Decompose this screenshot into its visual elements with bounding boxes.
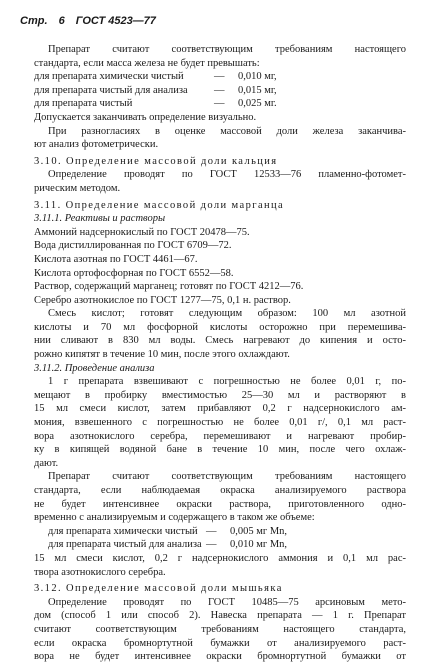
page-header (20, 15, 164, 27)
limit-value: 0,005 мг Mn, (230, 525, 288, 537)
text-line: 1 г препарата взвешивают с погрешностью не более 0,01 г, по- (48, 376, 406, 388)
text-line: ку в кипящей водяной бане в течение 10 мин, после чего охлаж- (34, 444, 406, 456)
text-line: если окраска бромнортутной бумажки от анализируемого раст- (34, 637, 406, 649)
limit-label: для препарата химически чистый (34, 71, 184, 83)
mn-limit-row (34, 538, 406, 552)
subsection-title: 3.11.1. Реактивы и растворы (34, 213, 166, 225)
text-line: Препарат считают соответствующим требованиям настоящего (48, 471, 406, 483)
limit-dash: — (214, 71, 225, 83)
page-label: Стр. (20, 15, 48, 27)
standard-code: ГОСТ 4523—77 (75, 15, 156, 27)
text-line: временно с анализируемым и содержащего в таком же объеме: (34, 512, 315, 524)
text-line: При разногласиях в оценке массовой доли железа заканчива- (48, 125, 406, 137)
limit-dash: — (214, 98, 225, 110)
limit-dash: — (206, 525, 217, 537)
section-title-3-12: 3.12. Определение массовой доли мышьяка (34, 583, 283, 595)
text-line: 15 мл смеси кислот, затем прибавляют 0,2 г надсернокислого ам- (34, 403, 406, 415)
reagent-item: Кислота ортофосфорная по ГОСТ 6552—58. (34, 267, 234, 279)
page-number: 6 (58, 15, 65, 27)
reagent-item: Аммоний надсернокислый по ГОСТ 20478—75. (34, 226, 250, 238)
text-line: мещают в пробирку вместимостью 25—30 мл и растворяют в (34, 389, 406, 401)
text-line: кислоты и 70 мл фосфорной кислоты осторожно при перемешива- (34, 321, 406, 333)
fe-limit-row (34, 84, 406, 98)
text-line: Допускается заканчивать определение визуально. (34, 111, 257, 123)
text-line: твора азотнокислого серебра. (34, 566, 166, 578)
mn-limit-row (34, 525, 406, 539)
section-title-3-11: 3.11. Определение массовой доли марганца (34, 199, 285, 211)
text-line: 15 мл смеси кислот, 0,2 г надсернокислого аммония и 0,1 мл рас- (34, 552, 406, 564)
text-line: дают. (34, 457, 59, 469)
text-line: дом (способ 1 или способ 2). Навеска препарата — 1 г. Препарат (34, 610, 406, 622)
fe-limit-row (34, 97, 406, 111)
text-line: рожно кипятят в течение 10 мин, после этого охлаждают. (34, 349, 290, 361)
text-line: мония, взвешенного с погрешностью не более 0,01 г/, 0,1 мл раст- (34, 417, 406, 429)
text-line: вора не будет интенсивнее окраски бромнортутной бумажки от (34, 651, 406, 663)
subsection-title: 3.11.2. Проведение анализа (34, 362, 155, 374)
limit-dash: — (214, 84, 225, 96)
text-line: Определение проводят по ГОСТ 12533—76 пламенно-фотомет- (48, 169, 406, 181)
reagent-item: Кислота азотная по ГОСТ 4461—67. (34, 253, 198, 265)
reagent-item: Серебро азотнокислое по ГОСТ 1277—75, 0,1 н. раствор. (34, 294, 291, 306)
reagent-item: Раствор, содержащий марганец; готовят по ГОСТ 4212—76. (34, 281, 304, 293)
text-line: стандарта, если масса железа не будет превышать: (34, 57, 260, 69)
text-line: Определение проводят по ГОСТ 10485—75 арсиновым мето- (48, 596, 406, 608)
text-line: не будет интенсивнее окраски раствора, приготовленного одно- (34, 498, 406, 510)
limit-label: для препарата химически чистый (48, 525, 198, 537)
text-line: вора азотнокислого серебра, перемешивают и нагревают пробир- (34, 430, 406, 442)
text-line: считают соответствующим требованиям настоящего стандарта, (34, 623, 406, 635)
limit-value: 0,010 мг Mn, (230, 539, 288, 551)
text-line: нии сливают в 830 мл воды. Смесь нагревают до кипения и осто- (34, 335, 406, 347)
limit-label: для препарата чистый для анализа (48, 539, 202, 551)
text-line: Смесь кислот; готовят следующим образом: 100 мл азотной (48, 308, 406, 320)
text-line: рическим методом. (34, 182, 121, 194)
limit-label: для препарата чистый (34, 98, 133, 110)
text-line: стандарта, если наблюдаемая окраска анализируемого раствора (34, 485, 406, 496)
reagent-item: Вода дистиллированная по ГОСТ 6709—72. (34, 240, 232, 252)
limit-value: 0,015 мг, (238, 84, 277, 96)
limit-label: для препарата чистый для анализа (34, 84, 188, 96)
fe-limit-row (34, 70, 406, 84)
section-title-3-10: 3.10. Определение массовой доли кальция (34, 155, 278, 167)
text-line: ют анализ фотометрически. (34, 139, 159, 151)
text-line: Препарат считают соответствующим требованиям настоящего (48, 44, 406, 55)
limit-value: 0,025 мг. (238, 98, 277, 110)
limit-dash: — (206, 539, 217, 551)
limit-value: 0,010 мг, (238, 71, 277, 83)
document-body (34, 43, 406, 664)
